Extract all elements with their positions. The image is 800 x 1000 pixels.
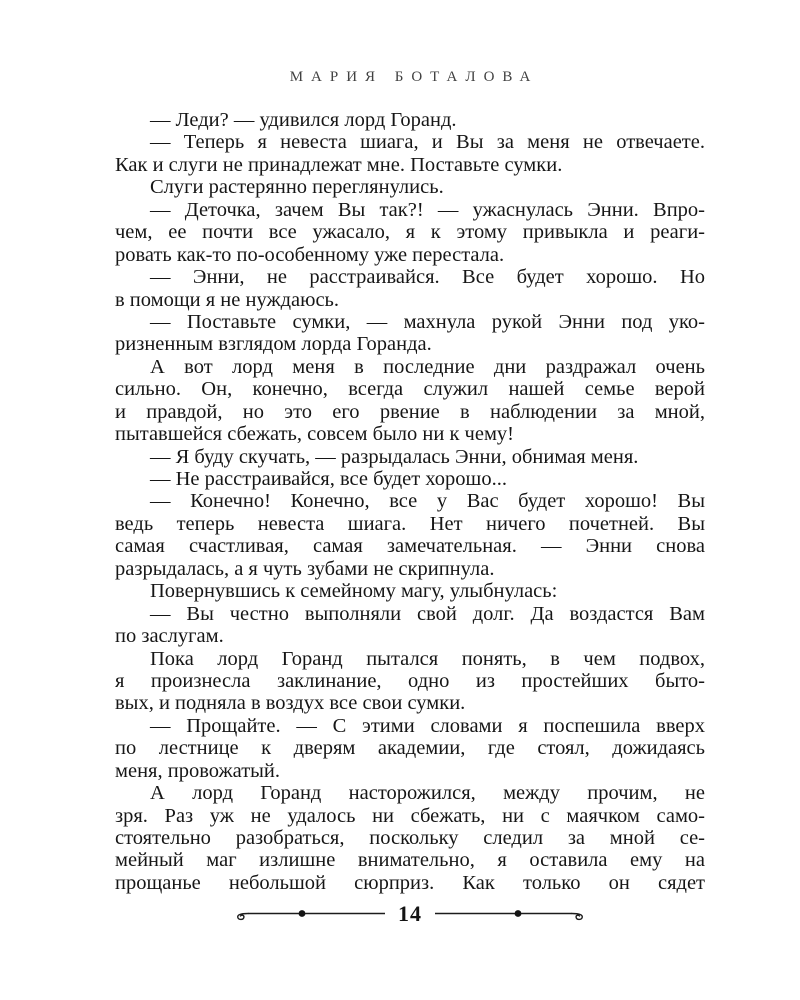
- text-line: — Поставьте сумки, — махнула рукой Энни под уко-: [150, 310, 705, 333]
- text-line: А вот лорд меня в последние дни раздражал очень: [150, 355, 705, 378]
- text-line: — Энни, не расстраивайся. Все будет хорошо. Но: [150, 266, 705, 289]
- text-line: — Я буду скучать, — разрыдалась Энни, обнимая меня.: [150, 445, 639, 468]
- text-line: и правдой, но это его рвение в наблюдении за мной,: [115, 400, 705, 423]
- text-line: — Теперь я невеста шиага, и Вы за меня не отвечаете.: [150, 131, 705, 154]
- text-line: — Конечно! Конечно, все у Вас будет хорошо! Вы: [150, 490, 705, 513]
- text-line: пытавшейся сбежать, совсем было ни к чему!: [115, 423, 515, 446]
- footer-flourish-left-icon: [235, 904, 385, 924]
- page-footer: [115, 901, 705, 927]
- text-line: чем, ее почти все ужасало, я к этому привыкла и реаги-: [115, 221, 705, 244]
- text-line: вых, и подняла в воздух все свои сумки.: [115, 692, 466, 715]
- text-line: прощанье небольшой сюрприз. Как только он сядет: [115, 871, 705, 894]
- text-line: ризненным взглядом лорда Горанда.: [115, 333, 432, 356]
- running-header-author: МАРИЯ БОТАЛОВА: [289, 69, 539, 85]
- text-line: — Не расстраивайся, все будет хорошо...: [150, 468, 507, 490]
- text-line: я произнесла заклинание, одно из простейших быто-: [115, 669, 705, 692]
- text-line: ведь теперь невеста шиага. Нет ничего почетней. Вы: [115, 512, 705, 535]
- text-line: по заслугам.: [115, 625, 224, 648]
- text-line: — Прощайте. — С этими словами я поспешила вверх: [150, 714, 705, 737]
- text-line: А лорд Горанд насторожился, между прочим, не: [150, 782, 705, 805]
- text-line: — Леди? — удивился лорд Горанд.: [150, 109, 457, 131]
- text-line: Слуги растерянно переглянулись.: [150, 176, 444, 199]
- text-line: мейный маг излишне внимательно, я оставила ему на: [115, 849, 705, 872]
- footer-flourish-right-icon: [435, 904, 585, 924]
- text-line: зря. Раз уж не удалось ни сбежать, ни с маячком само-: [115, 804, 705, 827]
- text-line: — Деточка, зачем Вы так?! — ужаснулась Энни. Впро-: [150, 198, 705, 221]
- text-line: Повернувшись к семейному магу, улыбнулась:: [150, 580, 558, 603]
- text-line: стоятельно разобраться, поскольку следил за мной се-: [115, 827, 705, 849]
- page-number: 14: [398, 901, 422, 926]
- text-line: — Вы честно выполняли свой долг. Да воздастся Вам: [150, 602, 705, 625]
- text-line: ровать как-то по-особенному уже перестала.: [115, 243, 505, 266]
- text-line: самая счастливая, самая замечательная. — Энни снова: [115, 535, 705, 558]
- text-line: Пока лорд Горанд пытался понять, в чем подвох,: [150, 647, 705, 670]
- text-line: в помощи я не нуждаюсь.: [115, 288, 340, 311]
- text-line: меня, провожатый.: [115, 759, 281, 782]
- text-line: по лестнице к дверям академии, где стоял, дожидаясь: [115, 737, 705, 760]
- body-text: [115, 109, 705, 894]
- text-line: сильно. Он, конечно, всегда служил нашей семье верой: [115, 378, 705, 401]
- text-line: разрыдалась, а я чуть зубами не скрипнула.: [115, 557, 495, 580]
- text-line: Как и слуги не принадлежат мне. Поставьте сумки.: [115, 153, 563, 176]
